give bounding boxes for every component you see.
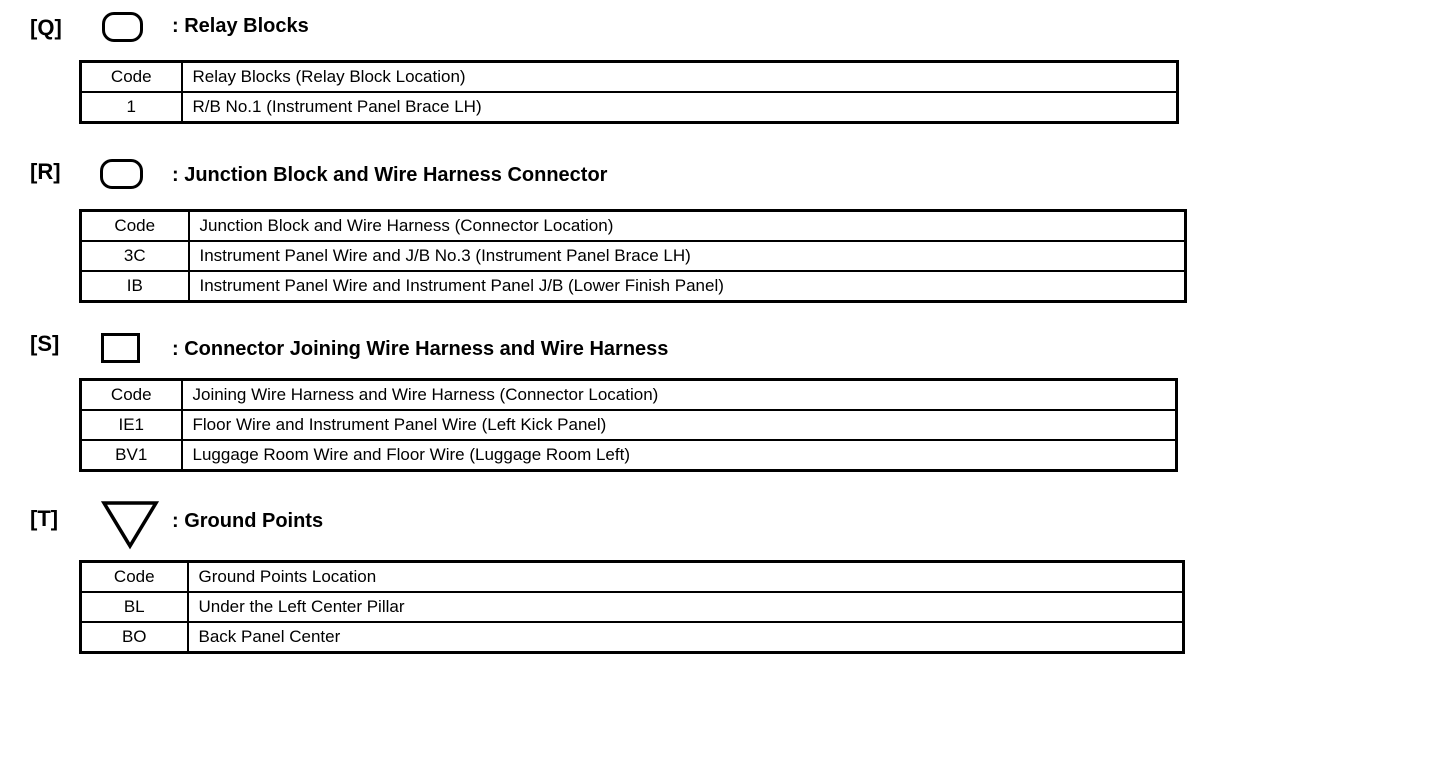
row-code: BL (81, 592, 188, 622)
table-header-row (81, 380, 1177, 411)
row-desc: Under the Left Center Pillar (188, 592, 1184, 622)
table-row (81, 241, 1186, 271)
header-desc: Relay Blocks (Relay Block Location) (182, 62, 1178, 93)
section-title: : Connector Joining Wire Harness and Wire Harness (172, 338, 669, 360)
table-row (81, 410, 1177, 440)
table-row (81, 271, 1186, 302)
row-desc: Back Panel Center (188, 622, 1184, 653)
header-code: Code (81, 62, 182, 93)
table-row (81, 440, 1177, 471)
header-desc: Junction Block and Wire Harness (Connector Location) (189, 211, 1186, 242)
row-code: IE1 (81, 410, 182, 440)
row-code: IB (81, 271, 189, 302)
header-code: Code (81, 562, 188, 593)
ground-points-table (79, 560, 1185, 654)
section-title: : Junction Block and Wire Harness Connector (172, 164, 608, 186)
table-row (81, 622, 1184, 653)
section-label: [S] (30, 331, 60, 356)
section-label: [Q] (30, 15, 62, 40)
header-code: Code (81, 211, 189, 242)
section-label: [R] (30, 159, 61, 184)
triangle-down-icon (101, 500, 159, 550)
table-row (81, 592, 1184, 622)
junction-block-table (79, 209, 1187, 303)
row-code: BO (81, 622, 188, 653)
row-desc: Floor Wire and Instrument Panel Wire (Left Kick Panel) (182, 410, 1177, 440)
section-title: : Relay Blocks (172, 15, 309, 37)
section-label: [T] (30, 506, 59, 531)
row-desc: R/B No.1 (Instrument Panel Brace LH) (182, 92, 1178, 123)
row-desc: Instrument Panel Wire and Instrument Panel J/B (Lower Finish Panel) (189, 271, 1186, 302)
row-code: BV1 (81, 440, 182, 471)
row-desc: Instrument Panel Wire and J/B No.3 (Instrument Panel Brace LH) (189, 241, 1186, 271)
header-code: Code (81, 380, 182, 411)
rounded-rectangle-icon (100, 159, 143, 189)
header-desc: Ground Points Location (188, 562, 1184, 593)
table-header-row (81, 211, 1186, 242)
table-header-row (81, 62, 1178, 93)
relay-blocks-table (79, 60, 1179, 124)
connector-joining-table (79, 378, 1178, 472)
row-desc: Luggage Room Wire and Floor Wire (Luggage Room Left) (182, 440, 1177, 471)
rounded-rectangle-icon (102, 12, 143, 42)
header-desc: Joining Wire Harness and Wire Harness (Connector Location) (182, 380, 1177, 411)
row-code: 3C (81, 241, 189, 271)
table-header-row (81, 562, 1184, 593)
square-icon (101, 333, 140, 363)
section-title: : Ground Points (172, 510, 324, 532)
table-row (81, 92, 1178, 123)
row-code: 1 (81, 92, 182, 123)
